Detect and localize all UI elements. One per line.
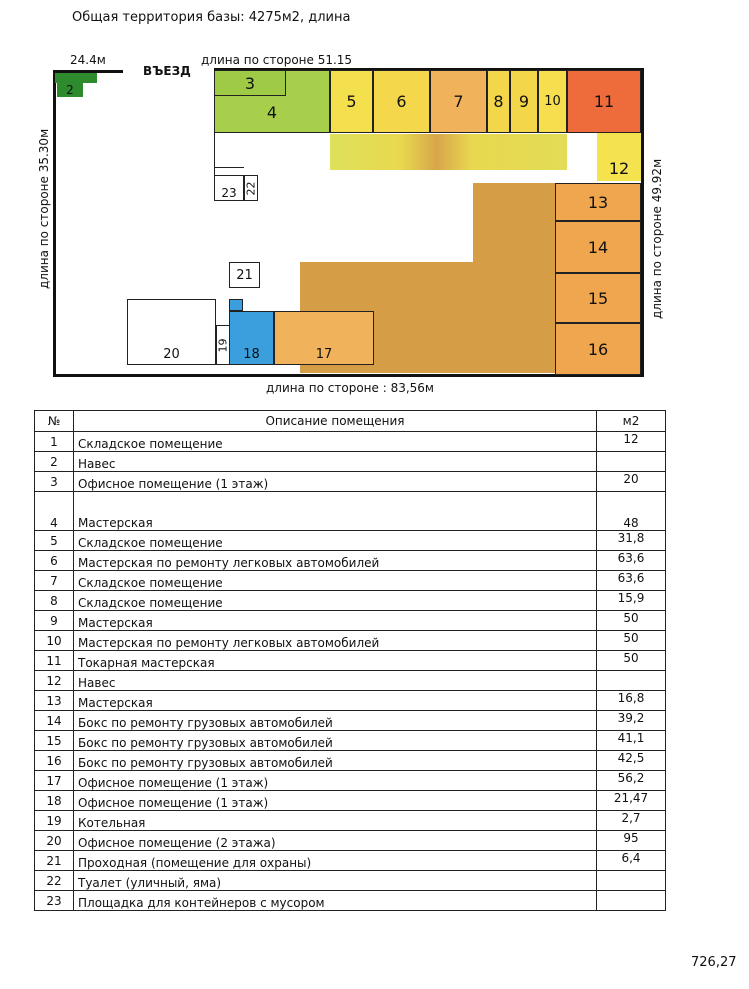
row-num: 3	[35, 472, 74, 492]
row-desc: Проходная (помещение для охраны)	[74, 851, 597, 871]
room-5	[330, 70, 373, 133]
row-num: 7	[35, 571, 74, 591]
table-row	[35, 571, 666, 591]
table-row	[35, 452, 666, 472]
row-area: 41,1	[597, 731, 666, 751]
table-row	[35, 831, 666, 851]
row-desc: Мастерская по ремонту легковых автомобилей	[74, 631, 597, 651]
row-desc: Складское помещение	[74, 591, 597, 611]
row-area: 21,47	[597, 791, 666, 811]
room-23-outline-bottom	[214, 167, 244, 168]
row-num: 9	[35, 611, 74, 631]
room-23	[214, 175, 244, 201]
row-area: 50	[597, 631, 666, 651]
rooms-table	[34, 410, 666, 911]
room-8-label: 8	[493, 92, 504, 111]
room-16	[555, 323, 641, 375]
table-header-row	[35, 411, 666, 432]
row-desc: Площадка для контейнеров с мусором	[74, 891, 597, 911]
row-desc: Офисное помещение (2 этажа)	[74, 831, 597, 851]
row-area: 39,2	[597, 711, 666, 731]
room-7	[430, 70, 487, 133]
row-num: 1	[35, 432, 74, 452]
row-num: 10	[35, 631, 74, 651]
room-2	[57, 83, 83, 97]
yard-zone-yellow-strip	[330, 134, 567, 170]
room-6	[373, 70, 430, 133]
room-9-label: 9	[518, 92, 530, 111]
room-9	[510, 70, 538, 133]
row-area: 56,2	[597, 771, 666, 791]
row-num: 20	[35, 831, 74, 851]
row-desc: Мастерская по ремонту легковых автомобилей	[74, 551, 597, 571]
room-15	[555, 273, 641, 323]
room-13	[555, 183, 641, 221]
top-side-label: длина по стороне 51.15	[201, 53, 353, 67]
total-area: 726,27	[691, 955, 737, 970]
table-row	[35, 492, 666, 531]
row-area	[597, 452, 666, 472]
row-desc: Бокс по ремонту грузовых автомобилей	[74, 731, 597, 751]
room-4-label: 4	[266, 103, 278, 122]
row-desc: Токарная мастерская	[74, 651, 597, 671]
room-19-label: 19	[216, 338, 230, 352]
row-num: 14	[35, 711, 74, 731]
table-row	[35, 751, 666, 771]
room-18-label: 18	[243, 347, 260, 362]
table-row	[35, 531, 666, 551]
table-row	[35, 631, 666, 651]
row-desc: Складское помещение	[74, 531, 597, 551]
row-num: 18	[35, 791, 74, 811]
room-22-label: 22	[244, 181, 258, 195]
row-num: 23	[35, 891, 74, 911]
room-20	[127, 299, 216, 365]
row-area: 6,4	[597, 851, 666, 871]
row-num: 21	[35, 851, 74, 871]
header-desc: Описание помещения	[74, 411, 597, 432]
row-area: 20	[597, 472, 666, 492]
row-desc: Бокс по ремонту грузовых автомобилей	[74, 711, 597, 731]
room-18-annex	[229, 299, 243, 311]
row-area: 95	[597, 831, 666, 851]
row-num: 2	[35, 452, 74, 472]
room-20-label: 20	[163, 347, 180, 362]
room-14-label: 14	[587, 237, 609, 257]
row-desc: Офисное помещение (1 этаж)	[74, 771, 597, 791]
room-8	[487, 70, 510, 133]
table-row	[35, 891, 666, 911]
row-area: 42,5	[597, 751, 666, 771]
room-12-label: 12	[608, 159, 630, 178]
room-21-label: 21	[236, 267, 253, 283]
room-23-label: 23	[221, 186, 237, 200]
right-side-label: длина по стороне 49.92м	[650, 158, 664, 319]
row-desc: Навес	[74, 671, 597, 691]
row-num: 4	[35, 492, 74, 531]
room-21	[229, 262, 260, 288]
table-row	[35, 851, 666, 871]
row-num: 5	[35, 531, 74, 551]
row-desc: Навес	[74, 452, 597, 472]
row-num: 13	[35, 691, 74, 711]
room-11	[567, 70, 641, 133]
room-2-label: 2	[66, 83, 74, 97]
table-row	[35, 871, 666, 891]
row-area: 15,9	[597, 591, 666, 611]
room-17	[274, 311, 374, 365]
bottom-side-label: длина по стороне : 83,56м	[266, 381, 434, 395]
row-desc: Офисное помещение (1 этаж)	[74, 472, 597, 492]
room-16-label: 16	[587, 339, 609, 359]
row-area: 48	[597, 492, 666, 531]
table-row	[35, 651, 666, 671]
row-area	[597, 891, 666, 911]
row-num: 16	[35, 751, 74, 771]
row-area: 16,8	[597, 691, 666, 711]
room-6-label: 6	[396, 92, 407, 111]
wall-left	[53, 72, 56, 377]
room-3-label: 3	[244, 73, 256, 93]
row-desc: Мастерская	[74, 492, 597, 531]
table-row	[35, 711, 666, 731]
row-num: 17	[35, 771, 74, 791]
table-row	[35, 472, 666, 492]
row-area: 63,6	[597, 551, 666, 571]
row-area	[597, 871, 666, 891]
room-13-label: 13	[587, 192, 609, 212]
table-row	[35, 432, 666, 452]
row-num: 12	[35, 671, 74, 691]
room-12	[597, 133, 641, 181]
room-14	[555, 221, 641, 273]
room-10	[538, 70, 567, 133]
table-row	[35, 771, 666, 791]
row-desc: Офисное помещение (1 этаж)	[74, 791, 597, 811]
room-3	[214, 70, 286, 96]
table-row	[35, 591, 666, 611]
table-row	[35, 611, 666, 631]
left-side-label: длина по стороне 35.30м	[37, 128, 51, 289]
row-desc: Котельная	[74, 811, 597, 831]
table-row	[35, 811, 666, 831]
page-title: Общая территория базы: 4275м2, длина	[72, 10, 351, 25]
table-row	[35, 731, 666, 751]
room-15-label: 15	[587, 288, 609, 308]
row-desc: Туалет (уличный, яма)	[74, 871, 597, 891]
row-num: 19	[35, 811, 74, 831]
row-area: 12	[597, 432, 666, 452]
room-17-label: 17	[315, 347, 333, 362]
room-10-label: 10	[544, 94, 561, 109]
row-area: 63,6	[597, 571, 666, 591]
room-18	[229, 311, 274, 365]
room-11-label: 11	[593, 92, 615, 111]
top-left-length-label: 24.4м	[70, 53, 106, 67]
row-area: 50	[597, 651, 666, 671]
table-row	[35, 791, 666, 811]
row-num: 11	[35, 651, 74, 671]
row-num: 8	[35, 591, 74, 611]
header-num: №	[35, 411, 74, 432]
site-plan	[0, 0, 749, 400]
table-row	[35, 551, 666, 571]
row-desc: Мастерская	[74, 691, 597, 711]
wall-right	[641, 70, 644, 377]
room-2	[55, 73, 97, 83]
table-row	[35, 671, 666, 691]
row-desc: Складское помещение	[74, 432, 597, 452]
room-5-label: 5	[346, 92, 357, 111]
room-22	[244, 175, 258, 201]
entrance-label: ВЪЕЗД	[143, 64, 191, 78]
row-area: 2,7	[597, 811, 666, 831]
row-desc: Мастерская	[74, 611, 597, 631]
row-desc: Бокс по ремонту грузовых автомобилей	[74, 751, 597, 771]
table-row	[35, 691, 666, 711]
row-area: 31,8	[597, 531, 666, 551]
row-desc: Складское помещение	[74, 571, 597, 591]
row-num: 6	[35, 551, 74, 571]
room-7-label: 7	[453, 92, 464, 111]
room-19	[216, 325, 230, 365]
row-area: 50	[597, 611, 666, 631]
row-num: 15	[35, 731, 74, 751]
row-num: 22	[35, 871, 74, 891]
row-area	[597, 671, 666, 691]
header-area: м2	[597, 411, 666, 432]
